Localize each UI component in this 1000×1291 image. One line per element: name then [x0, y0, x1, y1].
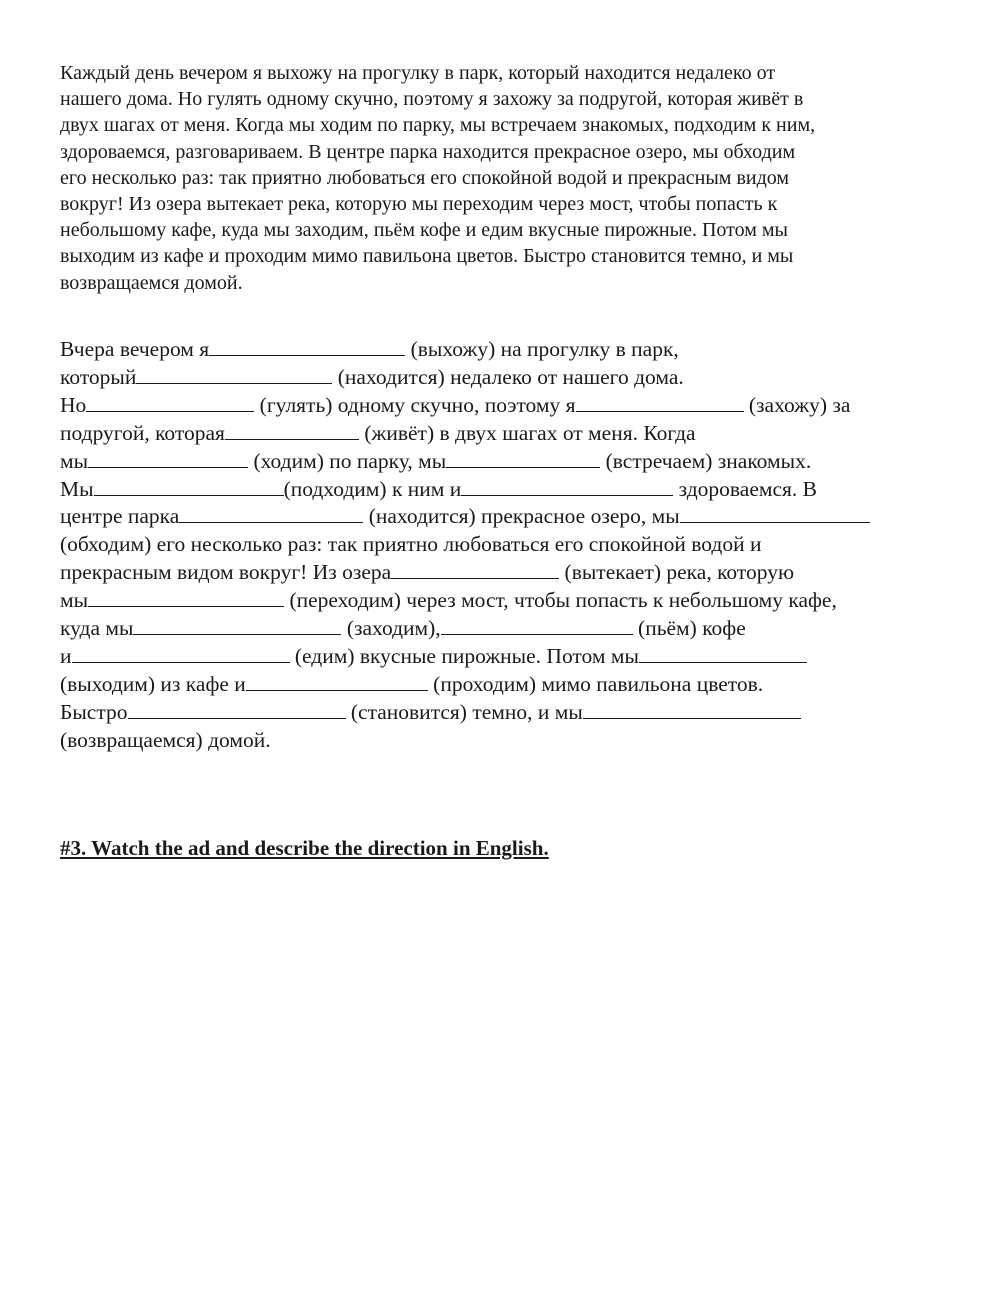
answer-blank[interactable]	[583, 700, 801, 719]
intro-line: выходим из кафе и проходим мимо павильона цветов. Быстро становится темно, и мы	[60, 245, 794, 268]
verb-hint: (вытекает) река, которую	[559, 560, 795, 585]
intro-paragraph	[60, 60, 950, 296]
verb-hint: (живёт) в двух шагах от меня. Когда	[358, 420, 696, 445]
exercise-line	[60, 559, 950, 587]
intro-line: его несколько раз: так приятно любоваться его спокойной водой и прекрасным видом	[60, 166, 790, 189]
exercise-text: центре парка	[60, 504, 180, 529]
answer-blank[interactable]	[133, 616, 341, 635]
answer-blank[interactable]	[576, 393, 744, 412]
exercise-text: (обходим) его несколько раз: так приятно любоваться его спокойной водой и	[60, 532, 762, 557]
verb-hint: (гулять) одному скучно, поэтому я	[254, 392, 576, 417]
exercise-text: Но	[60, 392, 87, 417]
exercise-line	[60, 643, 950, 671]
exercise-text: и	[60, 643, 72, 668]
exercise-text: Быстро	[60, 699, 128, 724]
verb-hint: (ходим) по парку, мы	[248, 448, 447, 473]
intro-line: небольшому кафе, куда мы заходим, пьём кофе и едим вкусные пирожные. Потом мы	[60, 219, 788, 242]
verb-hint: (захожу) за	[743, 392, 851, 417]
exercise-line	[60, 699, 950, 727]
answer-blank[interactable]	[461, 477, 673, 496]
exercise-line	[60, 671, 950, 699]
exercise-line	[60, 587, 950, 615]
exercise-text: который	[60, 364, 137, 389]
verb-hint: (пьём) кофе	[632, 616, 746, 641]
verb-hint: (проходим) мимо павильона цветов.	[427, 671, 764, 696]
exercise-text: (возвращаемся) домой.	[60, 727, 271, 752]
exercise-text: Мы	[60, 476, 94, 501]
verb-hint: (подходим) к ним и	[283, 476, 462, 501]
answer-blank[interactable]	[72, 644, 290, 663]
answer-blank[interactable]	[94, 477, 284, 496]
answer-blank[interactable]	[179, 504, 363, 523]
exercise-line	[60, 503, 950, 531]
exercise-line	[60, 615, 950, 643]
answer-blank[interactable]	[446, 449, 600, 468]
verb-hint: (едим) вкусные пирожные. Потом мы	[289, 643, 639, 668]
exercise-line	[60, 727, 950, 755]
exercise-text: мы	[60, 448, 89, 473]
answer-blank[interactable]	[391, 560, 559, 579]
exercise-text: куда мы	[60, 616, 134, 641]
intro-line: вокруг! Из озера вытекает река, которую мы переходим через мост, чтобы попасть к	[60, 193, 778, 216]
answer-blank[interactable]	[128, 700, 346, 719]
verb-hint: (переходим) через мост, чтобы попасть к небольшому кафе,	[284, 588, 837, 613]
answer-blank[interactable]	[225, 421, 359, 440]
answer-blank[interactable]	[88, 449, 248, 468]
intro-line: нашего дома. Но гулять одному скучно, поэтому я захожу за подругой, которая живёт в	[60, 88, 804, 111]
verb-hint: здороваемся. В	[673, 476, 818, 501]
verb-hint: (находится) недалеко от нашего дома.	[332, 364, 684, 389]
answer-blank[interactable]	[209, 337, 405, 356]
intro-line: двух шагах от меня. Когда мы ходим по парку, мы встречаем знакомых, подходим к ним,	[60, 114, 816, 137]
exercise-line	[60, 420, 950, 448]
fill-in-exercise	[60, 336, 950, 755]
task-heading: #3. Watch the ad and describe the direction in English.	[60, 836, 549, 860]
exercise-line	[60, 364, 950, 392]
intro-line: возвращаемся домой.	[60, 271, 243, 294]
verb-hint: (становится) темно, и мы	[345, 699, 583, 724]
verb-hint: (находится) прекрасное озеро, мы	[363, 504, 680, 529]
intro-line: Каждый день вечером я выхожу на прогулку в парк, который находится недалеко от	[60, 62, 776, 84]
answer-blank[interactable]	[88, 588, 284, 607]
answer-blank[interactable]	[680, 504, 870, 523]
exercise-text: (выходим) из кафе и	[60, 671, 246, 696]
intro-line: здороваемся, разговариваем. В центре парка находится прекрасное озеро, мы обходим	[60, 140, 796, 163]
exercise-line	[60, 476, 950, 504]
exercise-line	[60, 448, 950, 476]
answer-blank[interactable]	[441, 616, 633, 635]
answer-blank[interactable]	[136, 365, 332, 384]
exercise-line	[60, 531, 950, 559]
exercise-text: подругой, которая	[60, 420, 225, 445]
verb-hint: (выхожу) на прогулку в парк,	[405, 337, 679, 361]
verb-hint: (заходим),	[341, 616, 441, 641]
exercise-text: мы	[60, 588, 89, 613]
exercise-line	[60, 392, 950, 420]
verb-hint: (встречаем) знакомых.	[600, 448, 812, 473]
exercise-text: прекрасным видом вокруг! Из озера	[60, 560, 392, 585]
exercise-line	[60, 336, 950, 364]
answer-blank[interactable]	[86, 393, 254, 412]
exercise-text: Вчера вечером я	[60, 337, 210, 361]
answer-blank[interactable]	[639, 644, 807, 663]
answer-blank[interactable]	[246, 672, 428, 691]
